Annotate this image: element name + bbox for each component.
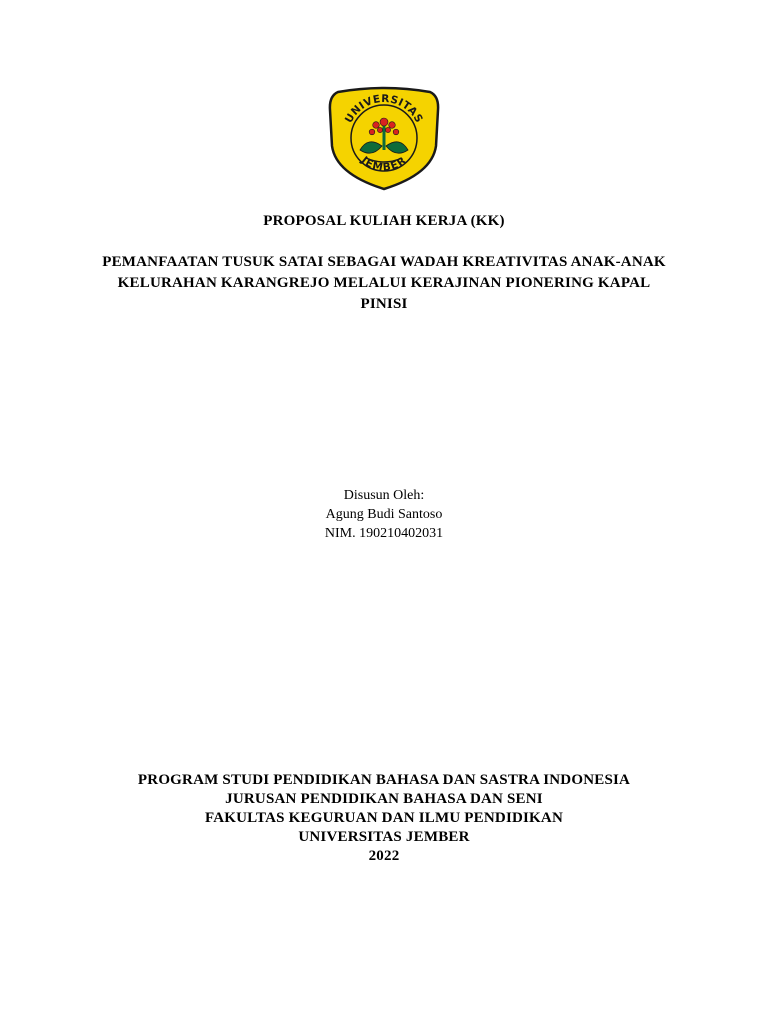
- logo-text-top: UNIVERSITAS: [342, 92, 426, 126]
- author-label: Disusun Oleh:: [343, 488, 425, 503]
- proposal-title: PROPOSAL KULIAH KERJA (KK): [263, 213, 505, 229]
- department-name: JURUSAN PENDIDIKAN BAHASA DAN SENI: [225, 791, 543, 807]
- faculty-name: FAKULTAS KEGURUAN DAN ILMU PENDIDIKAN: [205, 810, 563, 826]
- main-title-line: PEMANFAATAN TUSUK SATAI SEBAGAI WADAH KREATIVITAS ANAK-ANAK: [102, 254, 666, 270]
- year: 2022: [368, 848, 400, 864]
- university-logo: [328, 86, 440, 192]
- main-title: [0, 252, 768, 315]
- university-name: UNIVERSITAS JEMBER: [298, 829, 470, 845]
- program-name: PROGRAM STUDI PENDIDIKAN BAHASA DAN SASTRA INDONESIA: [137, 772, 631, 788]
- author-nim: NIM. 190210402031: [324, 526, 444, 541]
- main-title-line: KELURAHAN KARANGREJO MELALUI KERAJINAN PIONERING KAPAL: [117, 275, 651, 291]
- institution-block: [0, 771, 768, 866]
- main-title-line: PINISI: [360, 296, 408, 312]
- logo-stem: [383, 126, 386, 150]
- author-name: Agung Budi Santoso: [325, 507, 443, 522]
- logo-text-bottom: JEMBER: [358, 154, 410, 174]
- author-block: [0, 486, 768, 543]
